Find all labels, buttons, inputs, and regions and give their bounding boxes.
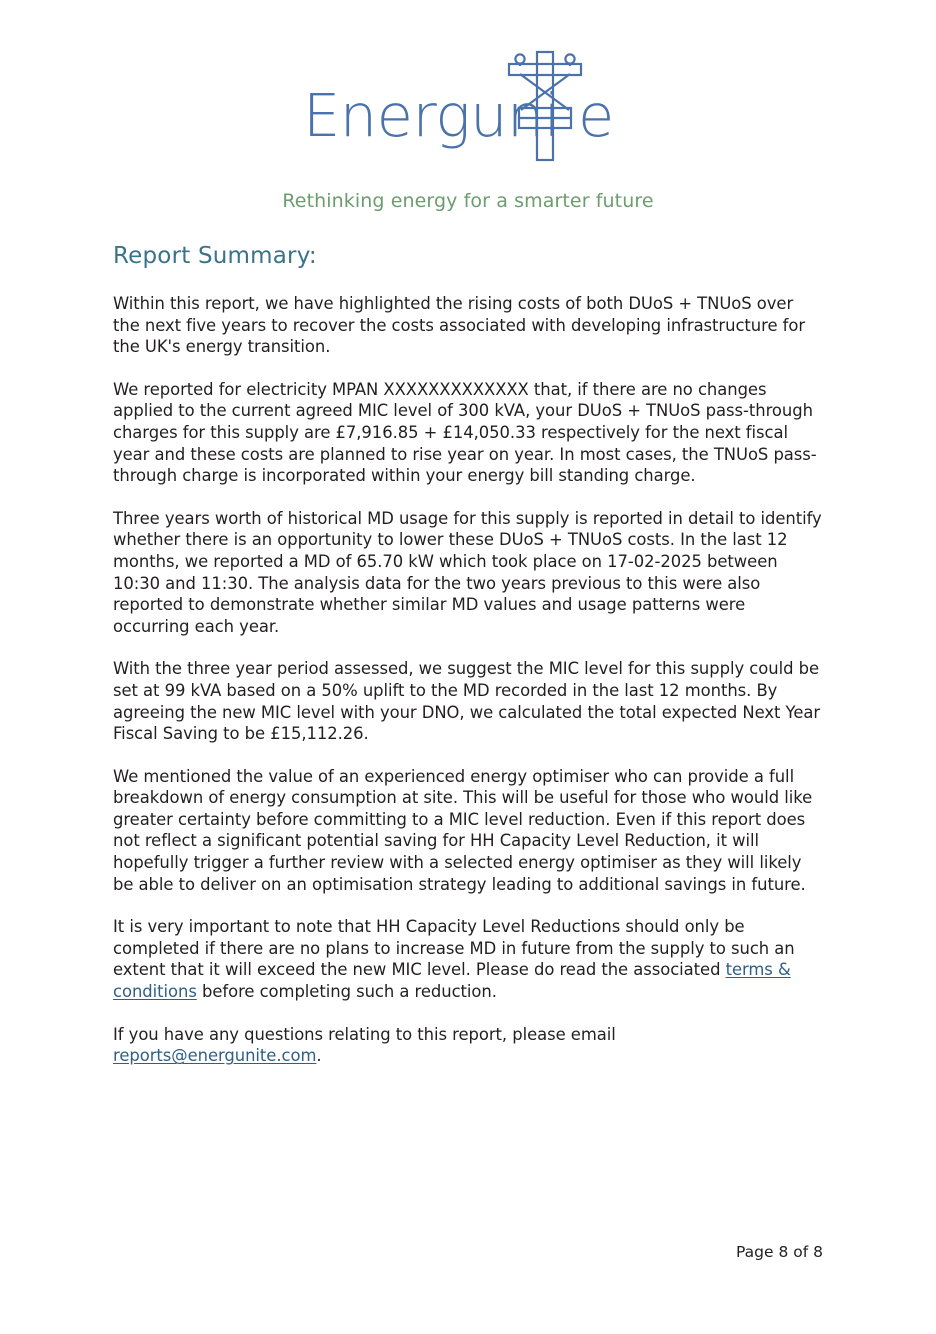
document-body	[113, 243, 825, 1067]
page-title: Report Summary:	[113, 243, 317, 269]
logo-wordmark: Energuni e	[303, 81, 614, 150]
paragraph-energy-optimiser: We mentioned the value of an experienced energy optimiser who can provide a full breakdown of energy consumption at site. This will be useful for those who would like greater certainty before committing to a MIC level reduction. Even if this report does not reflect a significant potential saving for HH Capacity Level Reduction, it will hopefully trigger a further review with a selected energy optimiser as they will likely be able to deliver on an optimisation strategy leading to additional savings in future.	[113, 766, 813, 894]
paragraph-important-note	[113, 916, 825, 1002]
paragraph-contact	[113, 1024, 825, 1067]
contact-email-link[interactable]: reports@energunite.com	[113, 1046, 317, 1066]
contact-text-before: If you have any questions relating to this report, please email	[113, 1024, 616, 1044]
company-logo	[0, 44, 936, 212]
paragraph-historical-md: Three years worth of historical MD usage for this supply is reported in detail to identify whether there is an opportunity to lower these DUoS + TNUoS costs. In the last 12 months, we reported a MD of 65.70 kW which took place on 17-02-2025 between 10:30 and 11:30. The analysis data for the two years previous to this were also reported to demonstrate whether similar MD values and usage patterns were occurring each year.	[113, 508, 822, 636]
contact-text-after: .	[316, 1046, 322, 1066]
electricity-pylon-icon	[499, 44, 591, 164]
paragraph-mpan-charges: We reported for electricity MPAN XXXXXXXXXXXXX that, if there are no changes applied to the current agreed MIC level of 300 kVA, your DUoS + TNUoS pass-through charges for this supply are £7,916.85 + £14,050.33 respectively for the next fiscal year and these costs are planned to rise year on year. In most cases, the TNUoS pass-through charge is incorporated within your energy bill standing charge.	[113, 379, 817, 486]
important-note-text-before: It is very important to note that HH Capacity Level Reductions should only be completed if there are no plans to increase MD in future from the supply to such an extent that it will exceed the new MIC level. Please do read the associated	[113, 917, 795, 980]
logo-mark	[303, 44, 633, 184]
paragraph-intro: Within this report, we have highlighted the rising costs of both DUoS + TNUoS over the next five years to recover the costs associated with developing infrastructure for the UK's energy transition.	[113, 294, 806, 357]
paragraph-mic-recommendation: With the three year period assessed, we suggest the MIC level for this supply could be set at 99 kVA based on a 50% uplift to the MD recorded in the last 12 months. By agreeing the new MIC level with your DNO, we calculated the total expected Next Year Fiscal Saving to be £15,112.26.	[113, 659, 821, 744]
terms-and-conditions-link[interactable]: terms & conditions	[113, 960, 791, 1002]
important-note-text-after: before completing such a reduction.	[196, 982, 497, 1002]
page-footer	[0, 1242, 936, 1261]
logo-tagline: Rethinking energy for a smarter future	[282, 190, 654, 212]
page-number: Page 8 of 8	[736, 1243, 823, 1261]
